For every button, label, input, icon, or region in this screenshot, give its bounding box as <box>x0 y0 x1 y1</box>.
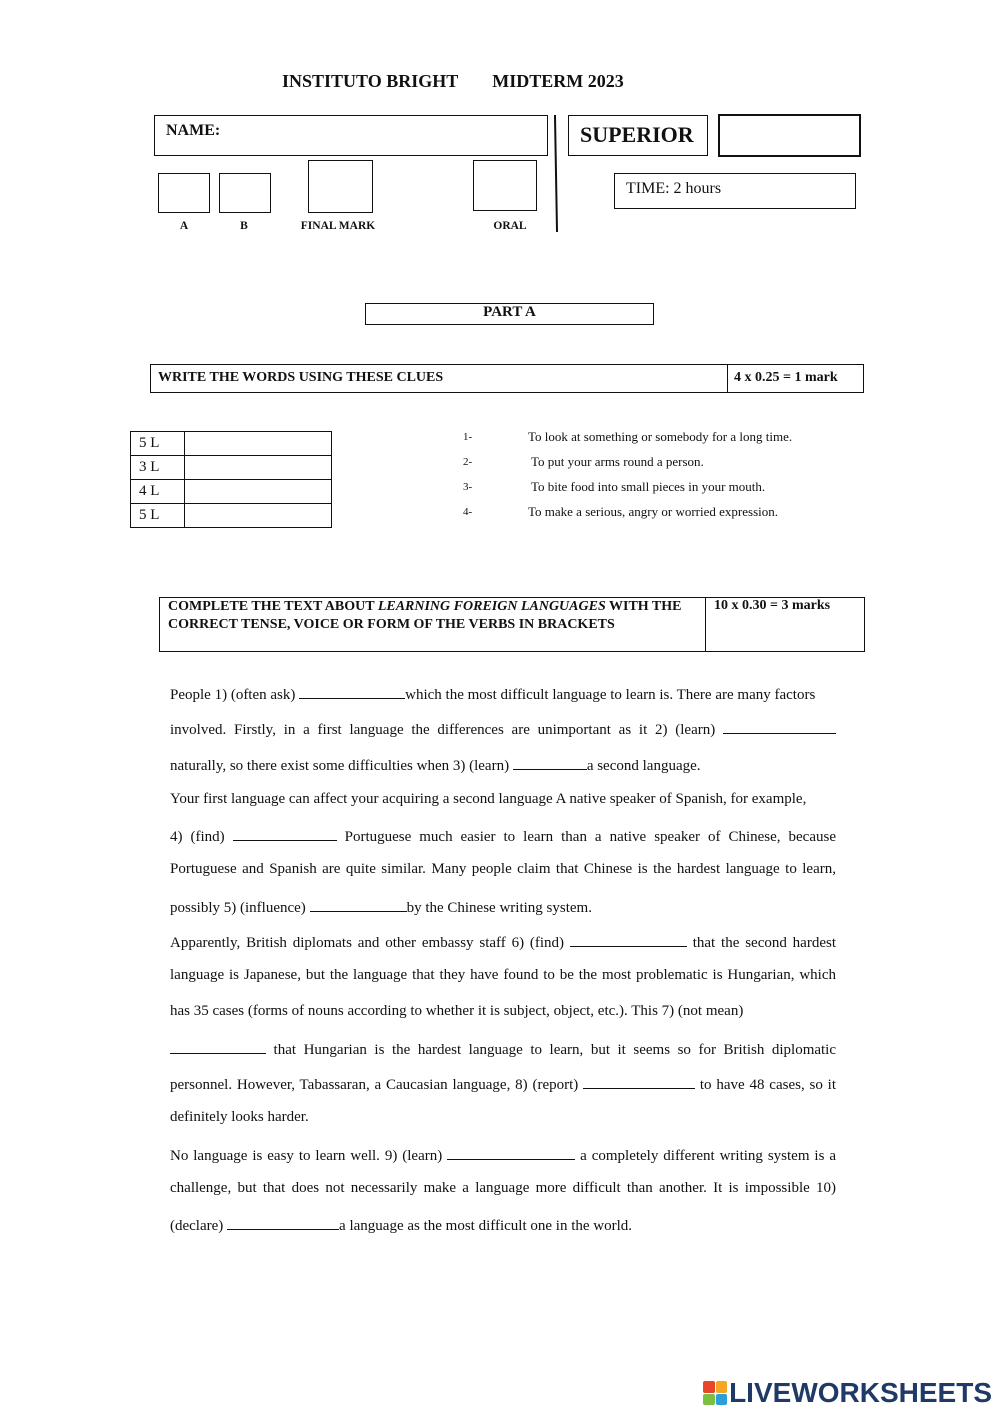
gap-10-input[interactable] <box>227 1215 339 1230</box>
text-line <box>170 791 836 808</box>
logo-icon <box>703 1381 727 1405</box>
section2-title <box>168 598 698 634</box>
line-text: (declare) <box>170 1218 224 1234</box>
line-text: naturally, so there exist some difficulties when 3) (learn) <box>170 758 510 774</box>
mark-label-a: A <box>179 220 189 232</box>
clue-text: To make a serious, angry or worried expression. <box>528 504 778 519</box>
text-line <box>170 755 836 775</box>
mark-box-a[interactable] <box>158 173 210 213</box>
exam-title <box>282 71 624 92</box>
text-line <box>170 719 836 739</box>
line-text: People 1) (often ask) <box>170 687 296 703</box>
line-text: Apparently, British diplomats and other embassy staff 6) (find) <box>170 935 565 951</box>
logo-square-3 <box>703 1394 715 1406</box>
line-text: language is Japanese, but the language that they have found to be the most problematic is Hungarian, which <box>170 967 836 983</box>
section1-divider <box>727 364 728 393</box>
school-name: INSTITUTO BRIGHT <box>282 71 459 91</box>
mark-label-b: B <box>240 220 248 232</box>
section2-title-part2: WITH THE CORRECT TENSE, VOICE OR FORM OF THE VERBS IN BRACKETS <box>168 599 682 632</box>
gap-9-input[interactable] <box>447 1145 575 1160</box>
line-text: possibly 5) (influence) <box>170 900 306 916</box>
text-line <box>170 826 836 846</box>
letter-count: 5 L <box>131 504 185 528</box>
gap-2-input[interactable] <box>723 719 836 734</box>
level-label: SUPERIOR <box>580 122 694 147</box>
line-text: a completely different writing system is a <box>580 1148 837 1164</box>
gap-5-input[interactable] <box>310 897 407 912</box>
line-text: Your first language can affect your acquiring a second language A native speaker of Spanish, for example, <box>170 791 807 807</box>
logo-square-1 <box>703 1381 715 1393</box>
section2-title-part1: COMPLETE THE TEXT ABOUT <box>168 599 378 614</box>
line-text: involved. Firstly, in a first language the differences are unimportant as it 2) (learn) <box>170 722 716 738</box>
answer-field-3[interactable] <box>185 480 332 504</box>
mark-box-final[interactable] <box>308 160 373 213</box>
text-line <box>170 1215 836 1235</box>
text-line <box>170 861 836 878</box>
line-text: by the Chinese writing system. <box>406 900 592 916</box>
logo-square-2 <box>716 1381 728 1393</box>
clue-text: To put your arms round a person. <box>531 454 704 469</box>
mark-label-oral: ORAL <box>493 220 527 232</box>
table-row <box>131 504 332 528</box>
line-text: personnel. However, Tabassaran, a Caucasian language, 8) (report) <box>170 1077 579 1093</box>
letter-count: 3 L <box>131 456 185 480</box>
table-row <box>131 432 332 456</box>
letter-count: 5 L <box>131 432 185 456</box>
clue-text: To look at something or somebody for a long time. <box>528 429 793 444</box>
text-line <box>170 932 836 952</box>
line-text: which the most difficult language to learn is. There are many factors <box>405 687 816 703</box>
gap-6-input[interactable] <box>570 932 687 947</box>
text-line <box>170 1039 836 1059</box>
line-text: that the second hardest <box>692 935 836 951</box>
clue-text: To bite food into small pieces in your mouth. <box>531 479 766 494</box>
section1-marks: 4 x 0.25 = 1 mark <box>734 370 838 385</box>
clue-number: 1- <box>463 431 473 443</box>
line-text: Portuguese and Spanish are quite similar. Many people claim that Chinese is the hardest language to learn, <box>170 861 836 877</box>
clue-number: 2- <box>463 456 473 468</box>
line-text: a second language. <box>586 758 701 774</box>
section2-divider <box>705 597 706 652</box>
time-label: TIME: 2 hours <box>626 180 722 197</box>
table-row <box>131 456 332 480</box>
table-row <box>131 480 332 504</box>
line-text: definitely looks harder. <box>170 1109 309 1125</box>
answer-field-2[interactable] <box>185 456 332 480</box>
line-text: No language is easy to learn well. 9) (learn) <box>170 1148 443 1164</box>
line-text: 4) (find) <box>170 829 225 845</box>
answer-field-4[interactable] <box>185 504 332 528</box>
part-a-title: PART A <box>483 304 536 320</box>
gap-7-input[interactable] <box>170 1039 266 1054</box>
clue-number: 3- <box>463 481 473 493</box>
text-line <box>170 967 836 984</box>
logo-text: LIVEWORKSHEETS <box>729 1377 992 1408</box>
answer-field-1[interactable] <box>185 432 332 456</box>
gap-3-input[interactable] <box>513 755 587 770</box>
mark-label-final: FINAL MARK <box>300 220 376 232</box>
line-text: has 35 cases (forms of nouns according to whether it is subject, object, etc.). This 7) (not mean) <box>170 1003 744 1019</box>
letter-count: 4 L <box>131 480 185 504</box>
line-text: to have 48 cases, so it <box>699 1077 837 1093</box>
text-line <box>170 1180 836 1197</box>
text-line <box>170 1145 836 1165</box>
name-label: NAME: <box>166 122 221 139</box>
line-text: Portuguese much easier to learn than a native speaker of Chinese, because <box>344 829 836 845</box>
liveworksheets-logo <box>703 1376 992 1410</box>
mark-box-b[interactable] <box>219 173 271 213</box>
text-line <box>170 1109 836 1126</box>
exam-name: MIDTERM 2023 <box>492 71 624 91</box>
gap-4-input[interactable] <box>233 826 337 841</box>
line-text: challenge, but that does not necessarily make a language more difficult than another. It is impossible 10) <box>170 1180 836 1196</box>
clue-number: 4- <box>463 506 473 518</box>
line-text: a language as the most difficult one in the world. <box>339 1218 633 1234</box>
letters-table <box>130 431 332 528</box>
section1-title: WRITE THE WORDS USING THESE CLUES <box>158 370 444 385</box>
mark-box-oral[interactable] <box>473 160 537 211</box>
text-line <box>170 1074 836 1094</box>
text-line <box>170 684 836 704</box>
section2-marks: 10 x 0.30 = 3 marks <box>714 598 831 613</box>
text-line <box>170 1003 836 1020</box>
gap-1-input[interactable] <box>299 684 405 699</box>
line-text: that Hungarian is the hardest language to learn, but it seems so for British diplomatic <box>273 1042 837 1058</box>
gap-8-input[interactable] <box>583 1074 695 1089</box>
text-line <box>170 897 836 917</box>
section2-title-italic: LEARNING FOREIGN LANGUAGES <box>377 599 606 614</box>
level-score-box[interactable] <box>718 114 861 157</box>
logo-square-4 <box>716 1394 728 1406</box>
header-divider <box>554 115 558 232</box>
